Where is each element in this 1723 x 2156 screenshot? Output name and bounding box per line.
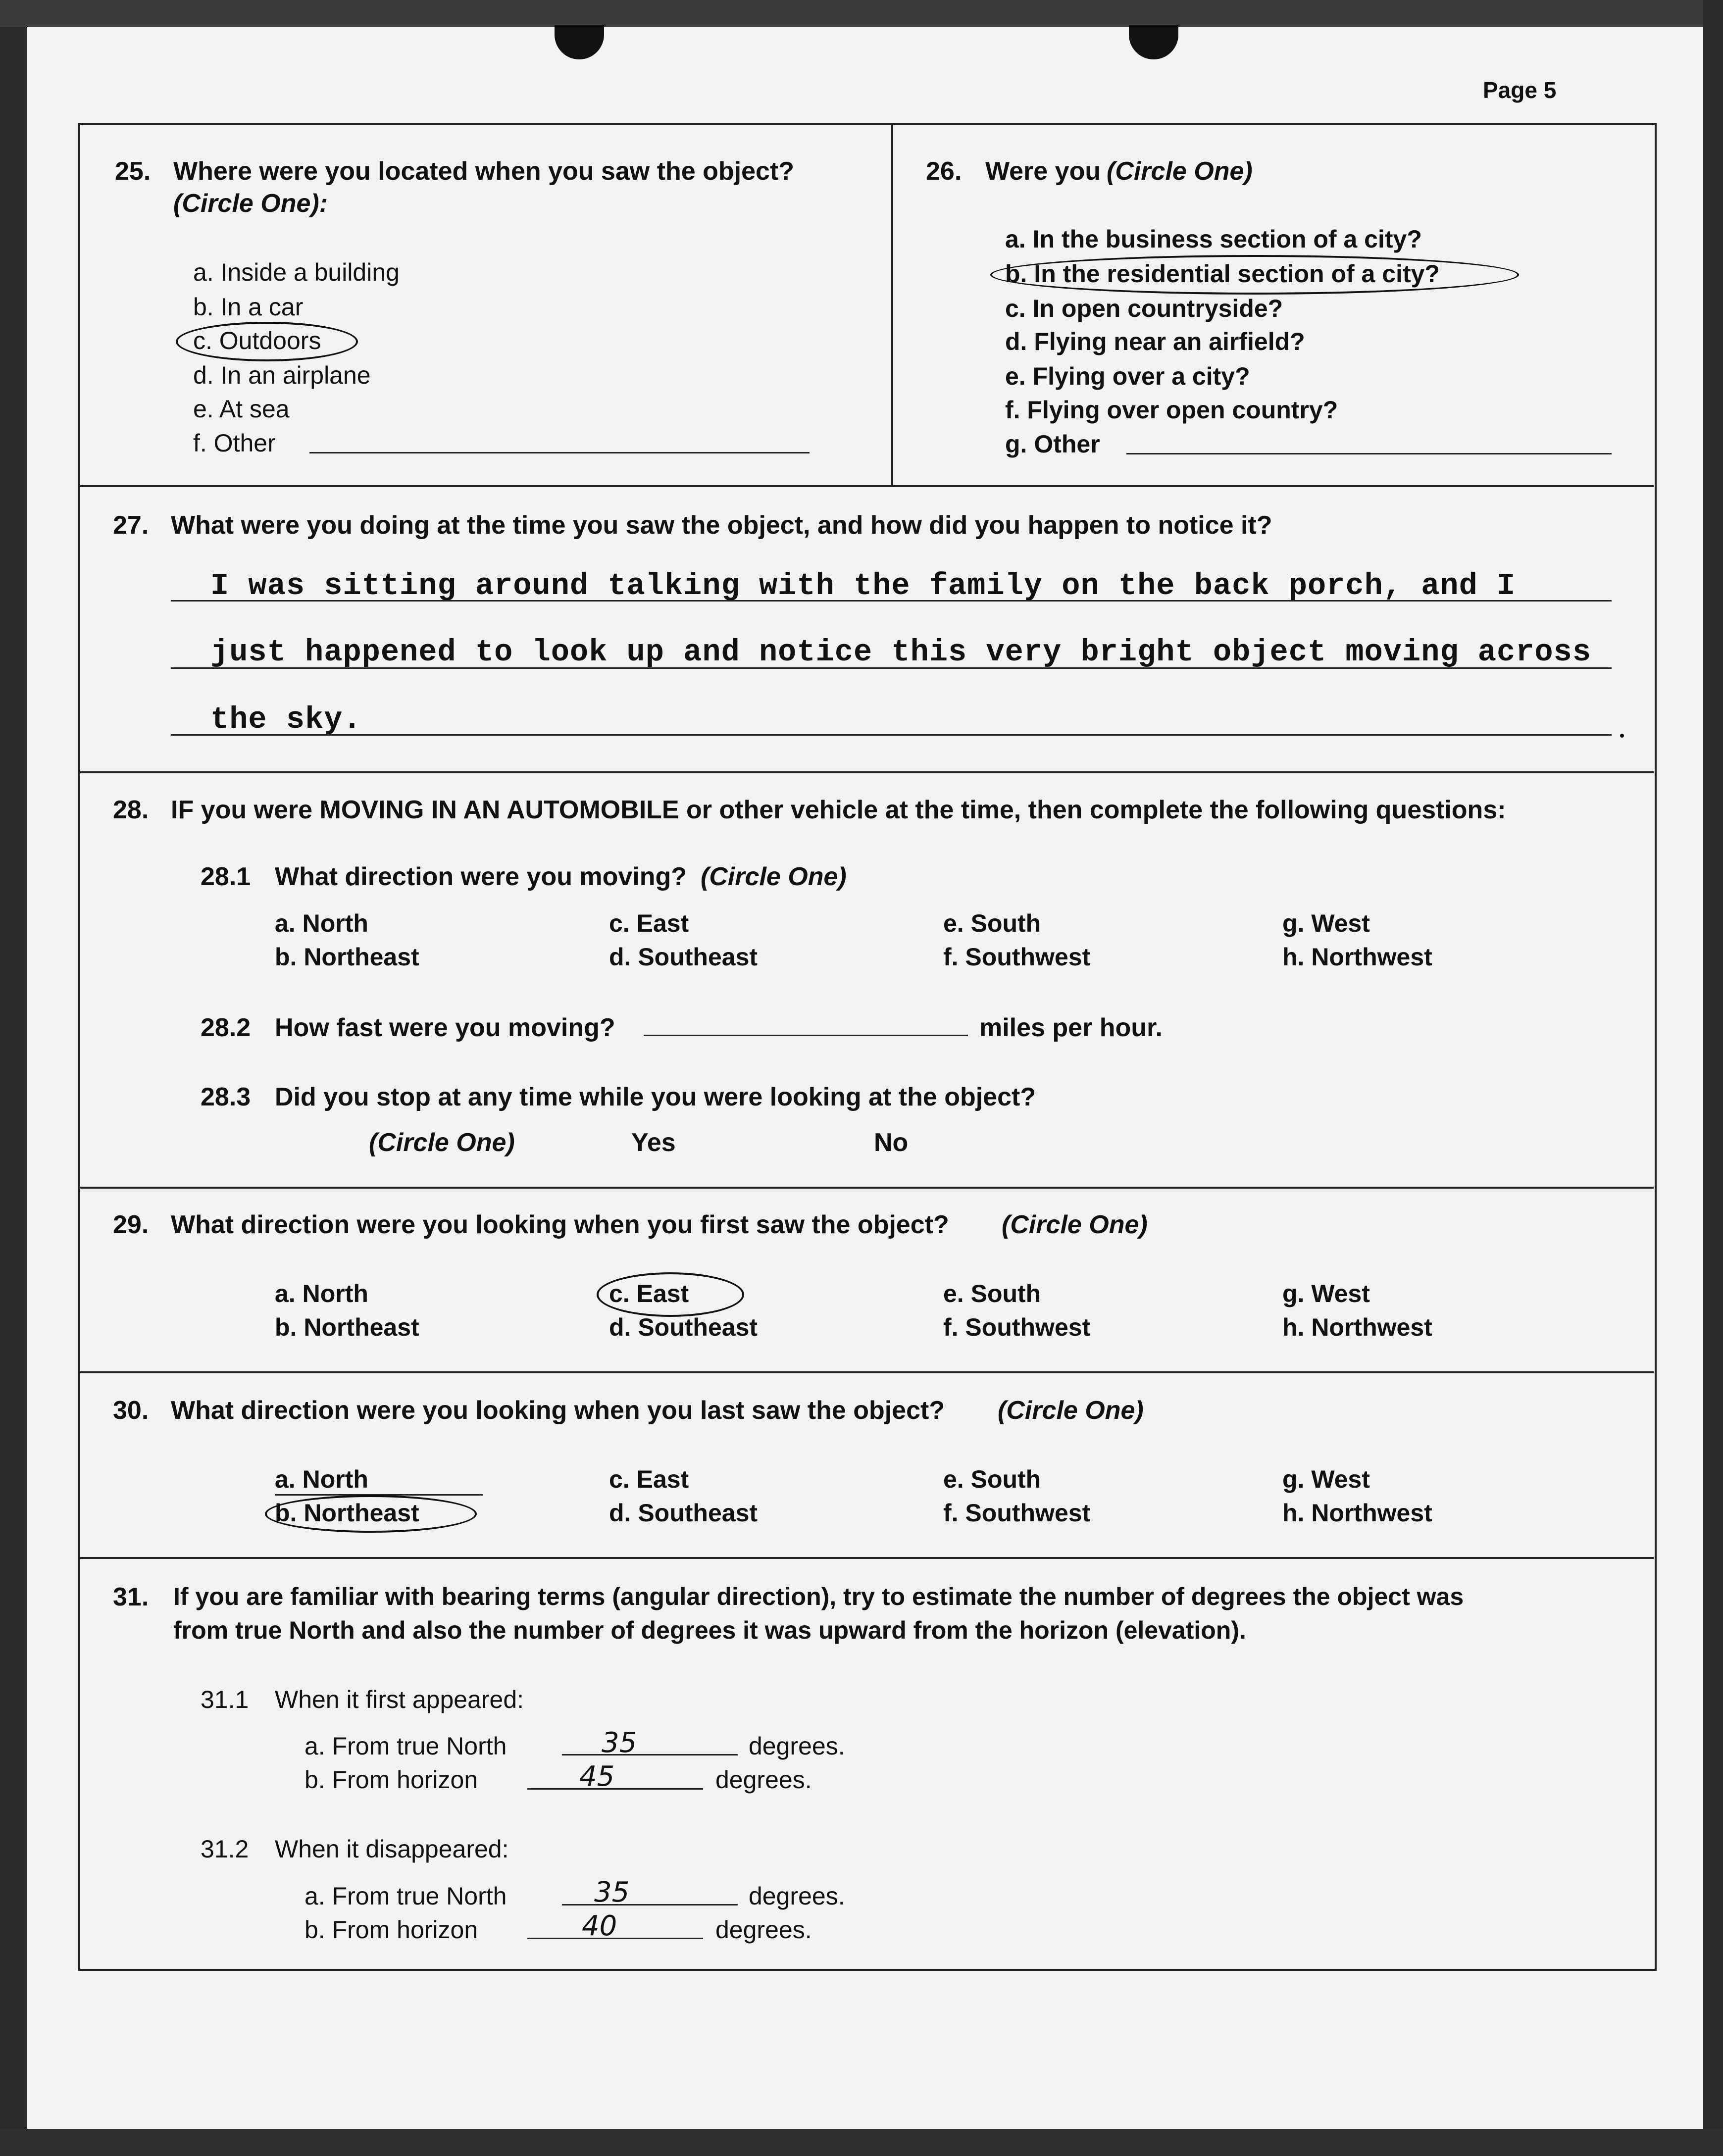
q30-instruction: (Circle One) [998,1396,1144,1425]
q25-question: Where were you located when you saw the object? [173,157,795,186]
q29-option-g[interactable]: g. West [1282,1280,1370,1307]
q28-1-option-e[interactable]: e. South [943,909,1041,937]
q28-2-speed-field[interactable] [644,1035,968,1036]
q28-2-number: 28.2 [201,1013,251,1042]
scan-right-edge [1703,0,1723,2156]
q26-option-e[interactable]: e. Flying over a city? [1005,362,1250,390]
q31-2-b-field [527,1938,703,1939]
q29-instruction: (Circle One) [1002,1210,1148,1239]
q27-number: 27. [113,511,149,540]
q25-other-field[interactable] [309,452,810,453]
q25-instruction: (Circle One): [173,189,328,218]
q28-1-option-d[interactable]: d. Southeast [609,943,758,971]
q29-option-d[interactable]: d. Southeast [609,1313,758,1341]
q30-selection-circle [265,1495,477,1533]
q31-2-b-value[interactable]: 40 [582,1910,617,1942]
q27-answer-line-1: I was sitting around talking with the family on the back porch, and I [210,568,1516,603]
q27-answer-line-2: just happened to look up and notice this very bright object moving across [210,635,1592,670]
q30-option-g[interactable]: g. West [1282,1465,1370,1493]
q30-option-h[interactable]: h. Northwest [1282,1499,1432,1527]
q29-number: 29. [113,1210,149,1239]
q31-1-a-value[interactable]: 35 [602,1727,637,1759]
q28-1-option-a[interactable]: a. North [275,909,368,937]
q31-2-number: 31.2 [201,1835,249,1863]
q29-selection-circle [597,1272,744,1317]
q25-selection-circle [176,322,358,361]
q28-3-question: Did you stop at any time while you were looking at the object? [275,1083,1036,1111]
q26-instruction: (Circle One) [1107,157,1253,186]
q26-question: Were you [985,157,1101,186]
q31-2-a-value[interactable]: 35 [594,1876,630,1908]
q29-option-e[interactable]: e. South [943,1280,1041,1307]
q26-number: 26. [926,157,962,186]
q26-option-g[interactable]: g. Other [1005,430,1100,458]
q29-option-f[interactable]: f. Southwest [943,1313,1091,1341]
q25-q26-divider [891,124,893,485]
q25-option-d[interactable]: d. In an airplane [193,361,371,389]
q28-2-question: How fast were you moving? [275,1013,615,1042]
q29-question: What direction were you looking when you first saw the object? [171,1210,949,1239]
q28-1-number: 28.1 [201,862,251,891]
q31-1-b-field [527,1788,703,1790]
divider-after-q27 [79,771,1654,773]
q27-answer-rule-2[interactable] [171,667,1612,669]
q25-number: 25. [115,157,151,186]
q26-other-field[interactable] [1126,453,1612,454]
q31-1-b-unit: degrees. [715,1766,812,1794]
q31-1-a-label: a. From true North [304,1732,507,1760]
q28-1-option-h[interactable]: h. Northwest [1282,943,1432,971]
q30-option-a[interactable]: a. North [275,1465,368,1493]
q28-1-option-g[interactable]: g. West [1282,909,1370,937]
q28-3-instruction: (Circle One) [369,1128,515,1157]
q27-answer-line-3: the sky. [210,702,362,737]
q28-1-instruction: (Circle One) [701,862,847,891]
divider-after-q29 [79,1371,1654,1373]
q25-option-a[interactable]: a. Inside a building [193,258,400,286]
q30-option-c[interactable]: c. East [609,1465,689,1493]
q30-question: What direction were you looking when you last saw the object? [171,1396,945,1425]
q26-option-a[interactable]: a. In the business section of a city? [1005,225,1422,253]
q30-option-f[interactable]: f. Southwest [943,1499,1091,1527]
page-number: Page 5 [1483,77,1557,103]
q31-1-a-unit: degrees. [749,1732,845,1760]
period-mark [1620,734,1624,738]
q31-1-question: When it first appeared: [275,1686,524,1713]
q31-2-question: When it disappeared: [275,1835,509,1863]
q28-3-yes[interactable]: Yes [631,1128,676,1157]
q25-option-c[interactable]: c. Outdoors [193,327,321,354]
q28-number: 28. [113,796,149,824]
q25-option-f[interactable]: f. Other [193,429,276,457]
q31-2-a-field [562,1904,738,1905]
q26-selection-circle [990,255,1519,295]
q26-option-c[interactable]: c. In open countryside? [1005,295,1283,322]
q29-option-b[interactable]: b. Northeast [275,1313,419,1341]
q31-question-line-2: from true North and also the number of degrees it was upward from the horizon (elevation). [173,1616,1246,1644]
binder-hole-left [555,25,604,59]
q28-1-option-b[interactable]: b. Northeast [275,943,419,971]
q31-question-line-1: If you are familiar with bearing terms (angular direction), try to estimate the number of degrees the object was [173,1583,1464,1610]
q27-answer-rule-3[interactable] [171,734,1612,736]
q31-number: 31. [113,1583,149,1611]
scan-bottom-edge [0,2129,1723,2156]
q28-1-option-c[interactable]: c. East [609,909,689,937]
divider-after-q28 [79,1187,1654,1189]
q31-1-number: 31.1 [201,1686,249,1713]
q31-1-a-field [562,1754,738,1755]
divider-after-q26 [79,485,1654,487]
q28-question: IF you were MOVING IN AN AUTOMOBILE or other vehicle at the time, then complete the following questions: [171,796,1506,824]
q31-2-a-label: a. From true North [304,1882,507,1910]
q28-2-unit: miles per hour. [979,1013,1163,1042]
q29-option-c[interactable]: c. East [609,1280,689,1307]
q31-1-b-value[interactable]: 45 [579,1760,615,1793]
q28-3-no[interactable]: No [874,1128,909,1157]
q30-option-b[interactable]: b. Northeast [275,1499,419,1527]
q29-option-a[interactable]: a. North [275,1280,368,1307]
q30-number: 30. [113,1396,149,1425]
binder-hole-right [1129,25,1178,59]
q31-1-b-label: b. From horizon [304,1766,478,1794]
q31-2-a-unit: degrees. [749,1882,845,1910]
q29-option-h[interactable]: h. Northwest [1282,1313,1432,1341]
q25-option-b[interactable]: b. In a car [193,293,304,321]
scan-top-edge [0,0,1723,27]
q30-option-e[interactable]: e. South [943,1465,1041,1493]
q26-option-b[interactable]: b. In the residential section of a city? [1005,260,1440,288]
q31-2-b-label: b. From horizon [304,1916,478,1944]
q25-option-e[interactable]: e. At sea [193,395,290,423]
q28-1-option-f[interactable]: f. Southwest [943,943,1091,971]
q30-option-d[interactable]: d. Southeast [609,1499,758,1527]
divider-after-q30 [79,1557,1654,1559]
q31-2-b-unit: degrees. [715,1916,812,1944]
q28-1-question: What direction were you moving? [275,862,687,891]
q28-3-number: 28.3 [201,1083,251,1111]
q27-answer-rule-1[interactable] [171,600,1612,602]
q27-question: What were you doing at the time you saw the object, and how did you happen to notice it? [171,511,1272,540]
scan-left-edge [0,0,27,2156]
q26-option-f[interactable]: f. Flying over open country? [1005,396,1338,424]
q26-option-d[interactable]: d. Flying near an airfield? [1005,328,1305,355]
